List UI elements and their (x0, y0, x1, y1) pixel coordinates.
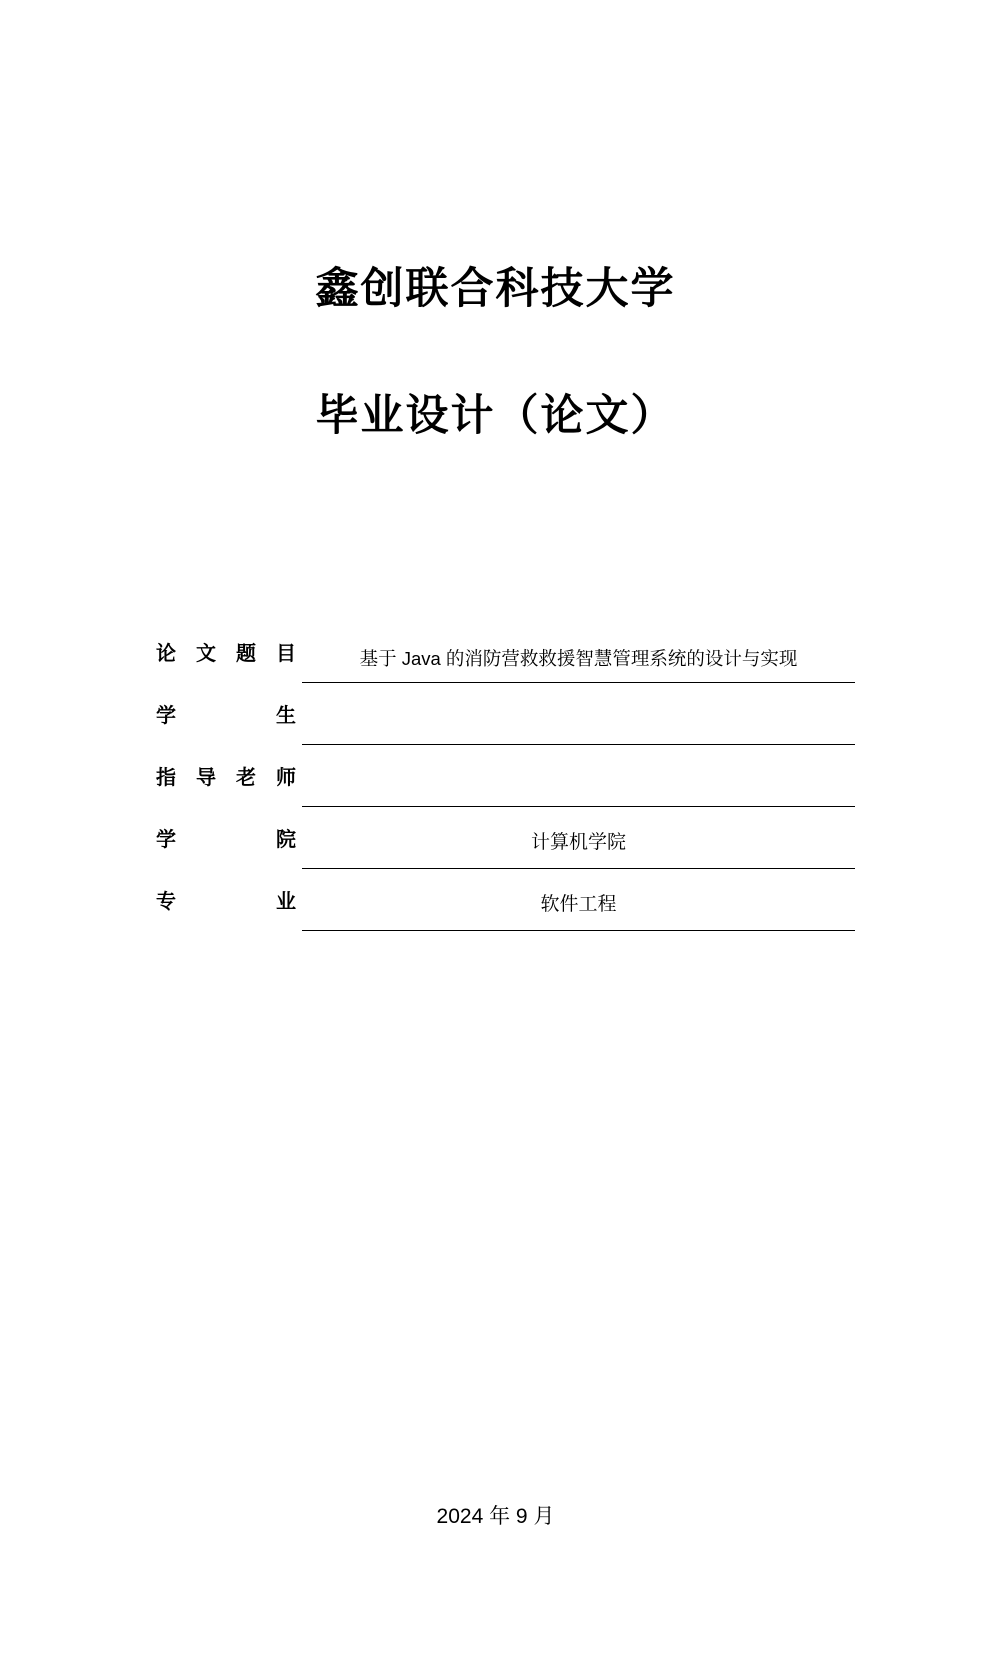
cover-title-block (0, 265, 991, 440)
field-label-student: 学 生 (156, 704, 296, 727)
table-row (155, 744, 855, 806)
table-row (155, 868, 855, 930)
table-row (155, 620, 855, 682)
field-label-college: 学 院 (156, 828, 296, 851)
field-label-major: 专 业 (156, 890, 296, 913)
field-value-major: 软件工程 (302, 868, 855, 930)
table-row (155, 682, 855, 744)
university-name: 鑫创联合科技大学 (315, 265, 676, 313)
field-value-advisor (302, 744, 855, 806)
field-value-college: 计算机学院 (302, 806, 855, 868)
cover-info-table (155, 620, 855, 931)
document-type: 毕业设计（论文） (315, 392, 676, 440)
cover-date: 2024 年 9 月 (436, 1505, 555, 1528)
document-page (0, 265, 991, 1669)
field-label-advisor: 指导老师 (156, 766, 296, 789)
field-label-thesis-title: 论文题目 (156, 642, 296, 665)
field-value-student (302, 682, 855, 744)
table-row (155, 806, 855, 868)
field-value-thesis-title: 基于 Java 的消防营救救援智慧管理系统的设计与实现 (302, 620, 855, 682)
